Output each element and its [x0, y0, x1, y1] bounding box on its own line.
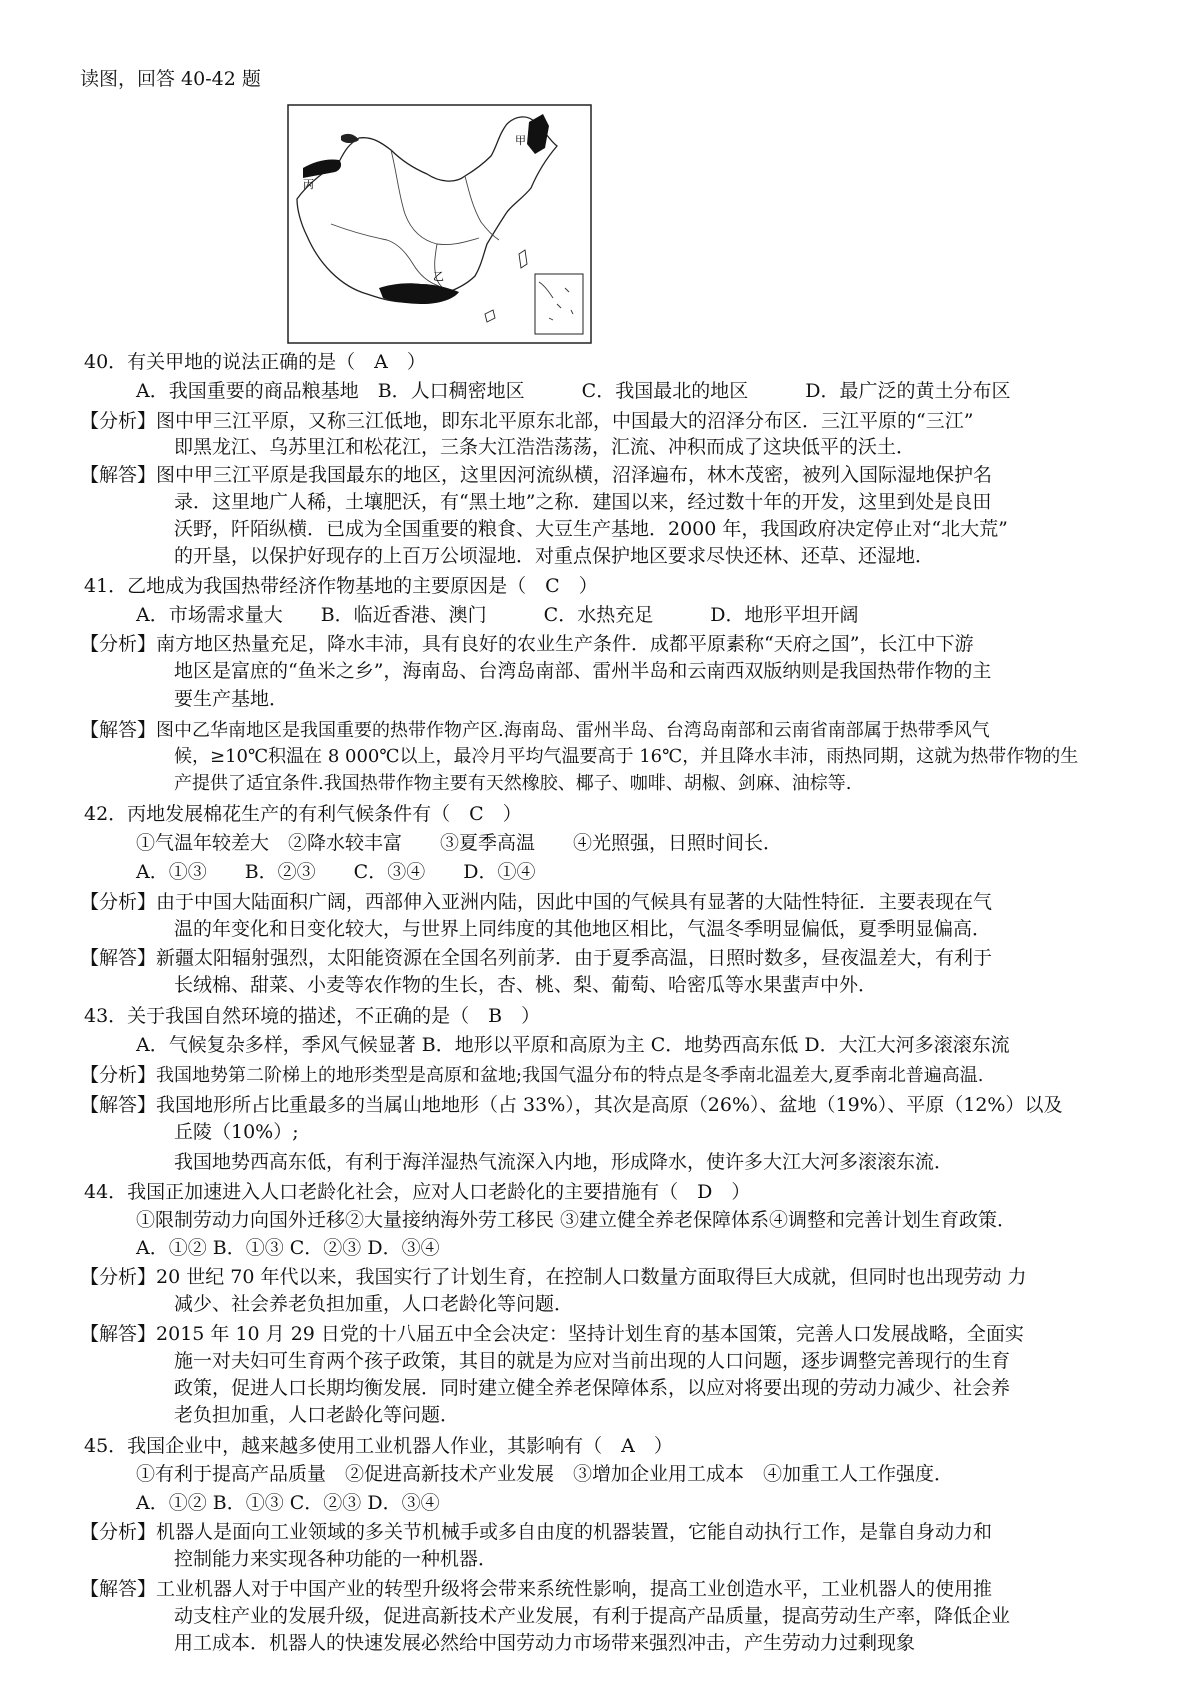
q45-answer-text: 动支柱产业的发展升级，促进高新技术产业发展，有利于提高产品质量，提高劳动生产率，降低企业: [174, 1605, 1011, 1627]
q45-analysis-text: 控制能力来实现各种功能的一种机器．: [174, 1548, 498, 1570]
map-label-bing: 丙: [303, 178, 314, 191]
q40-answer-text: 沃野，阡陌纵横．已成为全国重要的粮食、大豆生产基地．2000 年，我国政府决定停止对“北大荒”: [174, 518, 1008, 540]
q42-question: 42．丙地发展棉花生产的有利气候条件有（ C ）: [84, 803, 522, 825]
answer-tag: 【解答】: [80, 1323, 157, 1345]
analysis-tag: 【分析】: [80, 1064, 157, 1086]
analysis-tag: 【分析】: [80, 1521, 157, 1543]
q44-answer-text: 老负担加重，人口老龄化等问题．: [174, 1404, 460, 1426]
q41-question: 41．乙地成为我国热带经济作物基地的主要原因是（ C ）: [84, 575, 598, 597]
map-label-yi: 乙: [433, 270, 444, 283]
q42-options: A．①③ B．②③ C．③④ D．①④: [136, 861, 536, 883]
q40-analysis-text: 即黑龙江、乌苏里江和松花江，三条大江浩浩荡荡，汇流、冲积而成了这块低平的沃土．: [174, 436, 916, 458]
q41-answer-line: [80, 717, 990, 744]
q42-analysis-line: [80, 889, 992, 915]
analysis-tag: 【分析】: [80, 891, 157, 913]
q45-question: 45．我国企业中，越来越多使用工业机器人作业，其影响有（ A ）: [84, 1435, 673, 1457]
q44-conditions: ①限制劳动力向国外迁移②大量接纳海外劳工移民 ③建立健全养老保障体系④调整和完善计划生育政策．: [136, 1209, 1017, 1231]
q42-answer-line: [80, 945, 992, 971]
q41-options: A．市场需求量大 B．临近香港、澳门 C．水热充足 D．地形平坦开阔: [136, 604, 859, 626]
q43-options: A．气候复杂多样，季风气候显著 B．地形以平原和高原为主 C．地势西高东低 D．大江大河多滚滚东流: [136, 1034, 1010, 1056]
answer-tag: 【解答】: [80, 1578, 157, 1600]
q41-analysis-text: 要生产基地．: [174, 688, 289, 710]
q45-conditions: ①有利于提高产品质量 ②促进高新技术产业发展 ③增加企业用工成本 ④加重工人工作强度．: [136, 1463, 954, 1485]
q42-analysis-text: 由于中国大陆面积广阔，西部伸入亚洲内陆，因此中国的气候具有显著的大陆性特征．主要表现在气: [156, 891, 993, 913]
q44-answer-text: 政策，促进人口长期均衡发展．同时建立健全养老保障体系，以应对将要出现的劳动力减少、社会养: [174, 1377, 1011, 1399]
answer-tag: 【解答】: [80, 947, 157, 969]
q44-analysis-line: [80, 1264, 1027, 1290]
q44-answer-line: [80, 1321, 1024, 1347]
q42-answer-text: 长绒棉、甜菜、小麦等农作物的生长，杏、桃、梨、葡萄、哈密瓜等水果蜚声中外．: [174, 974, 878, 996]
q40-answer-text: 图中甲三江平原是我国最东的地区，这里因河流纵横，沼泽遍布，林木茂密，被列入国际湿地保护名: [156, 464, 993, 486]
q40-options: A．我国重要的商品粮基地 B．人口稠密地区 C．我国最北的地区 D．最广泛的黄土分布区: [136, 380, 1011, 402]
analysis-tag: 【分析】: [80, 1266, 157, 1288]
q41-answer-text: 候，≥10℃积温在 8 000℃以上，最冷月平均气温要高于 16℃，并且降水丰沛，雨热同期，这就为热带作物的生: [174, 746, 1079, 767]
taiwan-island: [519, 250, 527, 268]
q43-answer-line: [80, 1092, 1062, 1118]
analysis-tag: 【分析】: [80, 410, 157, 432]
q43-question: 43．关于我国自然环境的描述，不正确的是（ B ）: [84, 1005, 541, 1027]
q40-answer-line: [80, 462, 992, 488]
q43-answer-text: 我国地势西高东低，有利于海洋湿热气流深入内地，形成降水，使许多大江大河多滚滚东流．: [174, 1151, 954, 1173]
q40-answer-text: 录．这里地广人稀，土壤肥沃，有“黑土地”之称．建国以来，经过数十年的开发，这里到处是良田: [174, 491, 992, 513]
q41-analysis-line: [80, 631, 973, 657]
q45-answer-line: [80, 1576, 992, 1602]
answer-tag: 【解答】: [80, 719, 157, 741]
q43-answer-text: 我国地形所占比重最多的当属山地地形（占 33%），其次是高原（26%）、盆地（19%）、平原（12%）以及: [156, 1094, 1063, 1116]
q45-analysis-text: 机器人是面向工业领域的多关节机械手或多自由度的机器装置，它能自动执行工作，是靠自身动力和: [156, 1521, 993, 1543]
answer-tag: 【解答】: [80, 464, 157, 486]
q42-analysis-text: 温的年变化和日变化较大，与世界上同纬度的其他地区相比，气温冬季明显偏低，夏季明显偏高．: [174, 918, 992, 940]
q40-analysis-line: [80, 408, 973, 434]
q44-options: A．①② B．①③ C．②③ D．③④: [136, 1237, 440, 1259]
q41-analysis-text: 地区是富庶的“鱼米之乡”，海南岛、台湾岛南部、雷州半岛和云南西双版纳则是我国热带作物的主: [174, 660, 992, 682]
intro-text: 读图，回答 40-42 题: [80, 68, 261, 90]
q42-conditions: ①气温年较差大 ②降水较丰富 ③夏季高温 ④光照强，日照时间长．: [136, 832, 783, 854]
answer-tag: 【解答】: [80, 1094, 157, 1116]
map-label-jia: 甲: [515, 134, 526, 147]
q44-analysis-text: 20 世纪 70 年代以来，我国实行了计划生育，在控制人口数量方面取得巨大成就，但同时也出现劳动 力: [156, 1266, 1027, 1288]
south-china-sea-inset: [535, 274, 583, 334]
q42-answer-text: 新疆太阳辐射强烈，太阳能资源在全国名列前茅．由于夏季高温，日照时数多，昼夜温差大，有利于: [156, 947, 993, 969]
q41-answer-text: 图中乙华南地区是我国重要的热带作物产区.海南岛、雷州半岛、台湾岛南部和云南省南部属于热带季风气: [156, 720, 990, 741]
q44-question: 44．我国正加速进入人口老龄化社会，应对人口老龄化的主要措施有（ D ）: [84, 1181, 751, 1203]
q45-options: A．①② B．①③ C．②③ D．③④: [136, 1492, 440, 1514]
q45-answer-text: 工业机器人对于中国产业的转型升级将会带来系统性影响，提高工业创造水平，工业机器人的使用推: [156, 1578, 993, 1600]
q41-analysis-text: 南方地区热量充足，降水丰沛，具有良好的农业生产条件．成都平原素称“天府之国”，长江中下游: [156, 633, 974, 655]
q44-analysis-text: 减少、社会养老负担加重，人口老龄化等问题．: [174, 1293, 574, 1315]
q44-answer-text: 2015 年 10 月 29 日党的十八届五中全会决定：坚持计划生育的基本国策，完善人口发展战略，全面实: [156, 1323, 1024, 1345]
q45-answer-text: 用工成本．机器人的快速发展必然给中国劳动力市场带来强烈冲击，产生劳动力过剩现象: [174, 1632, 916, 1654]
q40-question: 40．有关甲地的说法正确的是（ A ）: [84, 351, 426, 373]
q43-analysis-line: [80, 1062, 984, 1089]
q40-analysis-text: 图中甲三江平原，又称三江低地，即东北平原东北部，中国最大的沼泽分布区．三江平原的“三江”: [156, 410, 974, 432]
q44-answer-text: 施一对夫妇可生育两个孩子政策，其目的就是为应对当前出现的人口问题，逐步调整完善现行的生育: [174, 1350, 1011, 1372]
q43-answer-text: 丘陵（10%）;: [174, 1121, 299, 1143]
q43-analysis-text: 我国地势第二阶梯上的地形类型是高原和盆地;我国气温分布的特点是冬季南北温差大,夏季南北普遍高温.: [156, 1065, 984, 1086]
q41-answer-text: 产提供了适宜条件.我国热带作物主要有天然橡胶、椰子、咖啡、胡椒、剑麻、油棕等.: [174, 773, 852, 794]
china-map-figure: [287, 104, 592, 344]
q45-analysis-line: [80, 1519, 992, 1545]
q40-answer-text: 的开垦，以保护好现存的上百万公顷湿地．对重点保护地区要求尽快还林、还草、还湿地．: [174, 545, 935, 567]
analysis-tag: 【分析】: [80, 633, 157, 655]
